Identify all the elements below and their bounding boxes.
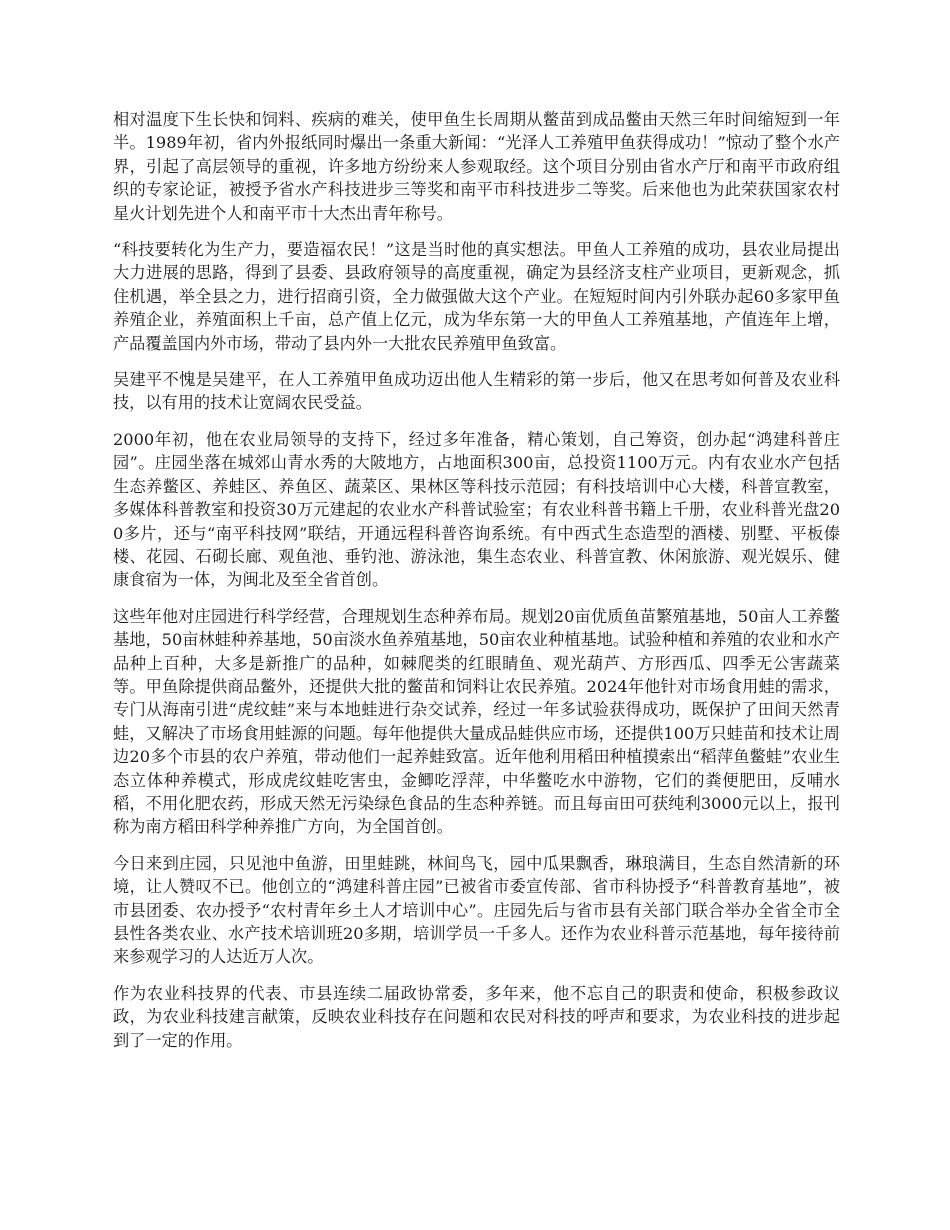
paragraph-7: 作为农业科技界的代表、市县连续二届政协常委，多年来，他不忘自己的职责和使命，积极参政议政，为农业科技建言献策，反映农业科技存在问题和农民对科技的呼声和要求，为农业科技的进步起到了一定的作用。 [113, 983, 840, 1050]
paragraph-2: “科技要转化为生产力，要造福农民！”这是当时他的真实想法。甲鱼人工养殖的成功，县农业局提出大力进展的思路，得到了县委、县政府领导的高度重视，确定为县经济支柱产业项目，更新观念，抓住机遇，举全县之力，进行招商引资，全力做强做大这个产业。在短短时间内引外联办起60多家甲鱼养殖企业，养殖面积上千亩，总产值上亿元，成为华东第一大的甲鱼人工养殖基地，产值连年上增，产品覆盖国内外市场，带动了县内外一大批农民养殖甲鱼致富。 [113, 240, 840, 353]
paragraph-1: 相对温度下生长快和饲料、疾病的难关，使甲鱼生长周期从鳖苗到成品鳖由天然三年时间缩短到一年半。1989年初，省内外报纸同时爆出一条重大新闻：“光泽人工养殖甲鱼获得成功！”惊动了整个水产界，引起了高层领导的重视，许多地方纷纷来人参观取经。这个项目分别由省水产厅和南平市政府组织的专家论证，被授予省水产科技进步三等奖和南平市科技进步二等奖。后来他也为此荣获国家农村星火计划先进个人和南平市十大杰出青年称号。 [113, 110, 840, 223]
paragraph-3: 吴建平不愧是吴建平，在人工养殖甲鱼成功迈出他人生精彩的第一步后，他又在思考如何普及农业科技，以有用的技术让宽阔农民受益。 [113, 370, 840, 413]
paragraph-6: 今日来到庄园，只见池中鱼游，田里蛙跳，林间鸟飞，园中瓜果飘香，琳琅满目，生态自然清新的环境，让人赞叹不已。他创立的“鸿建科普庄园”已被省市委宣传部、省市科协授予“科普教育基地”，被市县团委、农办授予“农村青年乡土人才培训中心”。庄园先后与省市县有关部门联合举办全省全市全县性各类农业、水产技术培训班20多期，培训学员一千多人。还作为农业科普示范基地，每年接待前来参观学习的人达近万人次。 [113, 853, 840, 967]
paragraph-4: 2000年初，他在农业局领导的支持下，经过多年准备，精心策划，自己筹资，创办起“鸿建科普庄园”。庄园坐落在城郊山青水秀的大陂地方，占地面积300亩，总投资1100万元。内有农业水产包括生态养鳖区、养蛙区、养鱼区、蔬菜区、果林区等科技示范园；有科技培训中心大楼，科普宣教室，多媒体科普教室和投资30万元建起的农业水产科普试验室；有农业科普书籍上千册，农业科普光盘200多片，还与“南平科技网”联结，开通远程科普咨询系统。有中西式生态造型的酒楼、别墅、平板傣楼、花园、石砌长廊、观鱼池、垂钓池、游泳池，集生态农业、科普宣教、休闲旅游、观光娱乐、健康食宿为一体，为闽北及至全省首创。 [113, 429, 840, 590]
paragraph-5: 这些年他对庄园进行科学经营，合理规划生态种养布局。规划20亩优质鱼苗繁殖基地，50亩人工养鳖基地，50亩林蛙种养基地，50亩淡水鱼养殖基地，50亩农业种植基地。试验种植和养殖的农业和水产品种上百种，大多是新推广的品种，如棘爬类的红眼睛鱼、观光葫芦、方形西瓜、四季无公害蔬菜等。甲鱼除提供商品鳖外，还提供大批的鳖苗和饲料让农民养殖。2024年他针对市场食用蛙的需求，专门从海南引进“虎纹蛙”来与本地蛙进行杂交试养，经过一年多试验获得成功，既保护了田间天然青蛙，又解决了市场食用蛙源的问题。每年他提供大量成品蛙供应市场，还提供100万只蛙苗和技术让周边20多个市县的农户养殖，带动他们一起养蛙致富。近年他利用稻田种植摸索出“稻萍鱼鳖蛙”农业生态立体种养模式，形成虎纹蛙吃害虫，金鲫吃浮萍，中华鳖吃水中游物，它们的粪便肥田，反哺水稻，不用化肥农药，形成天然无污染绿色食品的生态种养链。而且每亩田可获纯利3000元以上，报刊称为南方稻田科学种养推广方向，为全国首创。 [113, 606, 840, 837]
